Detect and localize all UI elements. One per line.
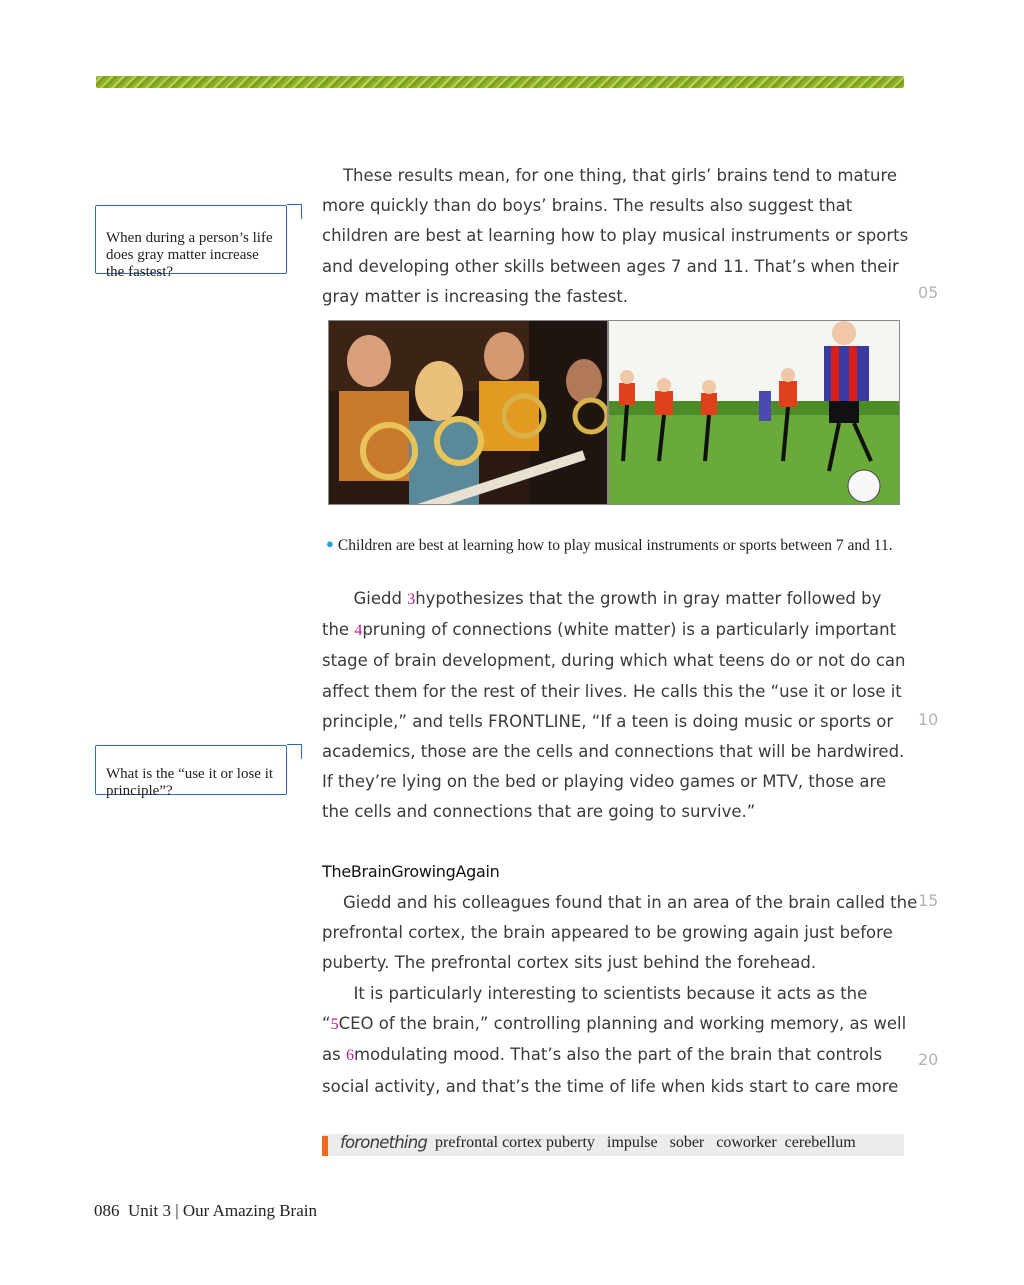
paragraph-4 — [322, 979, 922, 1102]
bullet-icon: ● — [326, 536, 334, 551]
text-segment: Giedd — [322, 589, 408, 608]
question-line: What is the “use it or lose it — [106, 766, 274, 782]
text-line: gray matter is increasing the fastest. — [322, 286, 629, 306]
question-line: principle”? — [106, 783, 173, 799]
text-segment: pruning of connections (white matter) is a particularly important — [362, 620, 897, 640]
question-line: does gray matter increase — [106, 247, 259, 263]
line-number-20: 20 — [918, 1050, 939, 1069]
orchestra-photo — [328, 320, 608, 505]
text-line: more quickly than do boys’ brains. The results also suggest that — [322, 196, 853, 216]
vocab-number: 4 — [354, 622, 363, 640]
photo-caption — [326, 536, 893, 555]
caption-text: Children are best at learning how to play musical instruments or sports between 7 and 11. — [337, 537, 893, 554]
vocabulary-strip — [322, 1134, 904, 1156]
soccer-illustration — [609, 321, 899, 504]
vocab-accent-bar — [322, 1136, 328, 1156]
text-line: principle,” and tells FRONTLINE, “If a teen is doing music or sports or — [322, 711, 894, 731]
text-line — [322, 615, 922, 646]
question-line: the fastest? — [106, 264, 174, 280]
vocab-number: 6 — [345, 1047, 354, 1065]
text-line: Giedd and his colleagues found that in an area of the brain called the — [322, 893, 918, 912]
page-number: 086 — [94, 1201, 120, 1220]
text-segment: “ — [322, 1014, 331, 1034]
text-line: academics, those are the cells and connections that will be hardwired. — [322, 742, 905, 762]
vocab-label: foronething — [340, 1133, 428, 1152]
text-segment: the — [322, 620, 355, 640]
text-segment: as — [322, 1045, 346, 1065]
text-line: children are best at learning how to play musical instruments or sports — [322, 226, 909, 246]
text-line: stage of brain development, during which what teens do or not do can — [322, 651, 906, 671]
line-number-05: 05 — [918, 283, 939, 302]
text-line — [322, 1009, 922, 1040]
paragraph-3 — [322, 888, 922, 979]
text-line: It is particularly interesting to scientists because it acts as the — [322, 984, 868, 1003]
paragraph-2 — [322, 584, 922, 828]
line-number-15: 15 — [918, 891, 939, 910]
text-line: prefrontal cortex, the brain appeared to be growing again just before — [322, 923, 893, 943]
vocab-words: prefrontal cortex puberty impulse sober coworker cerebellum — [435, 1134, 856, 1151]
text-segment: CEO of the brain,” controlling planning and working memory, as well — [338, 1014, 907, 1034]
question-1-text — [106, 230, 273, 281]
question-2-text — [106, 766, 273, 800]
page-footer — [94, 1201, 317, 1221]
orchestra-illustration — [329, 321, 607, 504]
text-line: puberty. The prefrontal cortex sits just behind the forehead. — [322, 953, 817, 973]
text-line: the cells and connections that are going to survive.” — [322, 802, 756, 822]
text-segment: modulating mood. That’s also the part of the brain that controls — [353, 1045, 883, 1065]
text-line: social activity, and that’s the time of life when kids start to care more — [322, 1076, 899, 1096]
question-box-corner — [287, 204, 302, 219]
text-line: If they’re lying on the bed or playing video games or MTV, those are — [322, 772, 887, 792]
top-decorative-band — [96, 76, 904, 88]
vocab-number: 5 — [330, 1016, 339, 1034]
text-line — [322, 1040, 922, 1071]
text-line — [322, 584, 922, 615]
text-line: affect them for the rest of their lives. He calls this the “use it or lose it — [322, 681, 902, 701]
text-segment: hypothesizes that the growth in gray matter followed by — [415, 589, 882, 608]
question-box-corner — [287, 744, 302, 759]
section-heading: TheBrainGrowingAgain — [322, 862, 500, 881]
paragraph-1 — [322, 161, 922, 312]
text-line: and developing other skills between ages 7 and 11. That’s when their — [322, 256, 899, 276]
text-line: These results mean, for one thing, that girls’ brains tend to mature — [322, 166, 898, 185]
question-line: When during a person’s life — [106, 230, 273, 246]
line-number-10: 10 — [918, 710, 939, 729]
soccer-photo — [608, 320, 900, 505]
unit-title: Unit 3 | Our Amazing Brain — [128, 1201, 317, 1220]
vocab-number: 3 — [407, 591, 416, 608]
